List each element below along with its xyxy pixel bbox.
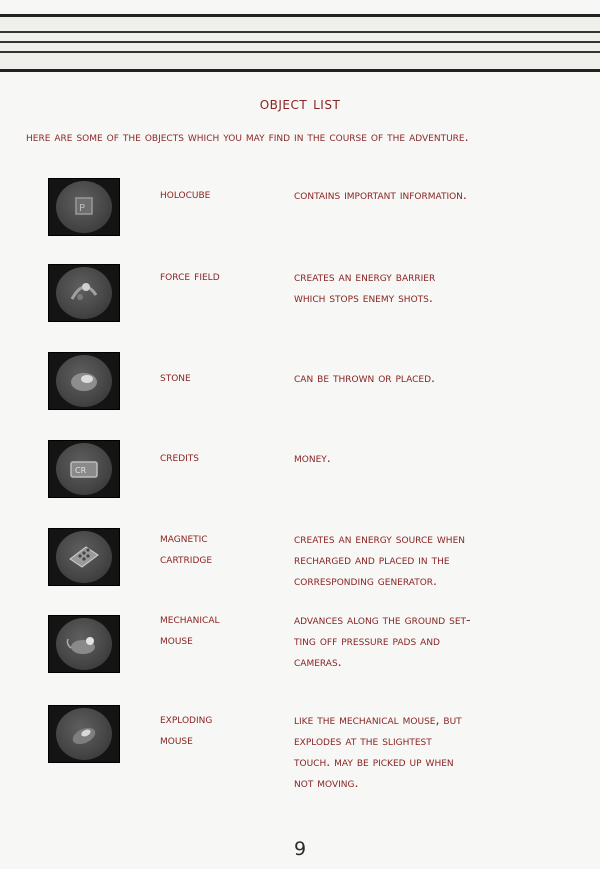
stone-icon (48, 352, 120, 410)
magnetic-cartridge-icon (48, 528, 120, 586)
header-rule (0, 31, 600, 33)
object-name: holocube (160, 187, 211, 202)
mechanical-mouse-icon (48, 615, 120, 673)
object-description: contains important information. (294, 187, 467, 202)
header-bar (0, 14, 600, 72)
intro-text: here are some of the objects which you may find in the course of the adventure. (26, 129, 469, 144)
object-description: like the mechanical mouse, but explodes at the slightest touch. may be picked up when not moving. (294, 712, 462, 790)
force-field-icon (48, 264, 120, 322)
object-description: creates an energy barrier which stops enemy shots. (294, 269, 436, 305)
object-description: can be thrown or placed. (294, 370, 436, 385)
object-name: stone (160, 370, 191, 385)
object-name: mechanical mouse (160, 612, 220, 648)
holocube-icon (48, 178, 120, 236)
header-rule (0, 51, 600, 53)
exploding-mouse-icon (48, 705, 120, 763)
object-description: money. (294, 450, 331, 465)
page-title: object list (259, 94, 341, 114)
object-name: credits (160, 450, 200, 465)
credits-icon (48, 440, 120, 498)
page-number: 9 (293, 838, 307, 860)
object-name: magnetic cartridge (160, 531, 213, 567)
object-description: creates an energy source when recharged and placed in the corresponding generator. (294, 531, 465, 588)
header-rule (0, 41, 600, 43)
svg-text:CR: CR (75, 466, 87, 475)
svg-text:P: P (79, 203, 86, 214)
object-name: exploding mouse (160, 712, 213, 748)
object-name: force field (160, 269, 220, 284)
object-description: advances along the ground set- ting off pressure pads and cameras. (294, 612, 471, 669)
